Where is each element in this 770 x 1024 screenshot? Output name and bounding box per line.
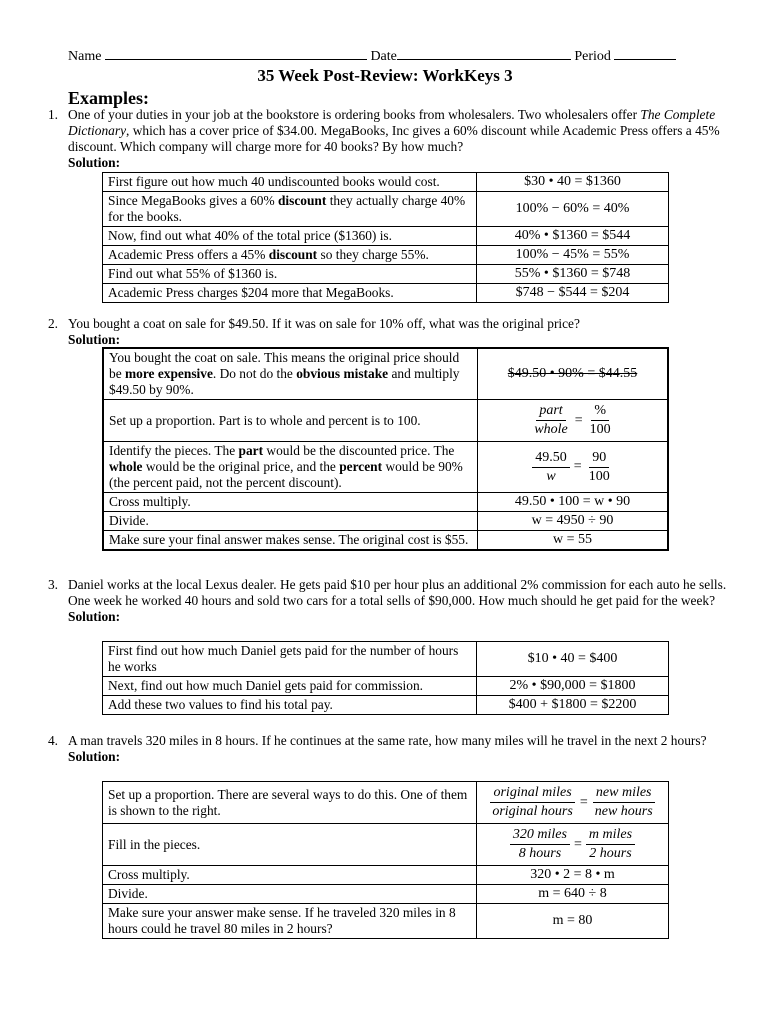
book-title: The Complete Dictionary (68, 107, 716, 138)
step-math: 320 • 2 = 8 • m (477, 866, 669, 885)
text-part: Identify the pieces. The (109, 443, 239, 458)
problem-text: Daniel works at the local Lexus dealer. He gets paid $10 per hour plus an additional 2% commission for each auto he sells. One week he worked 40 hours and sold two cars for a total sells of $90,000. How much should he get paid for the week? (68, 577, 727, 608)
step-math: 40% • $1360 = $544 (477, 227, 669, 246)
text-part: would be 90% (the percent paid, not the percent discount). (109, 459, 463, 490)
step-math: 100% − 45% = 55% (477, 246, 669, 265)
numerator: 90 (589, 449, 609, 468)
step-text (103, 192, 477, 227)
problem-text-part: One of your duties in your job at the bookstore is ordering books from wholesalers. Two wholesalers offer (68, 107, 641, 122)
solution-table-4 (102, 781, 669, 939)
step-text: Cross multiply. (103, 493, 478, 512)
step-math: 55% • $1360 = $748 (477, 265, 669, 284)
step-text: Now, find out what 40% of the total price ($1360) is. (103, 227, 477, 246)
step-math (478, 348, 669, 400)
bold-term: more expensive (125, 366, 213, 381)
step-text: Divide. (103, 512, 478, 531)
step-text: Find out what 55% of $1360 is. (103, 265, 477, 284)
fraction (531, 402, 570, 439)
table-row (103, 265, 669, 284)
fraction (587, 402, 614, 439)
page-title: 35 Week Post-Review: WorkKeys 3 (257, 66, 513, 85)
numerator: original miles (490, 784, 574, 803)
step-text: Make sure your answer make sense. If he traveled 320 miles in 8 hours could he travel 80 miles in 2 hours? (103, 904, 477, 939)
struck-out-math: $49.50 • 90% = $44.55 (507, 366, 638, 381)
fraction (586, 449, 613, 486)
denominator: w (546, 468, 556, 484)
denominator: 100 (588, 468, 610, 484)
numerator: % (591, 402, 609, 421)
step-math (478, 400, 669, 442)
text-part: would be the original price, and the (142, 459, 340, 474)
table-row (103, 442, 668, 493)
step-text: Next, find out how much Daniel gets paid for commission. (103, 677, 477, 696)
step-math: $400 + $1800 = $2200 (477, 696, 669, 715)
step-text (103, 442, 478, 493)
table-row (103, 173, 669, 192)
step-math: w = 4950 ÷ 90 (478, 512, 669, 531)
solution-table-1 (102, 172, 669, 303)
text-part: and multiply $49.50 by 90%. (109, 366, 460, 397)
equals-sign: = (573, 836, 582, 852)
fraction (489, 784, 576, 821)
step-text: Set up a proportion. Part is to whole and percent is to 100. (103, 400, 478, 442)
table-row (103, 400, 668, 442)
examples-heading: Examples: (68, 88, 149, 108)
step-math: m = 640 ÷ 8 (477, 885, 669, 904)
problem-4 (28, 733, 728, 765)
fraction (592, 784, 656, 821)
name-label: Name (68, 49, 102, 64)
step-math (478, 442, 669, 493)
equals-sign: = (574, 412, 583, 428)
step-math: w = 55 (478, 531, 669, 551)
date-blank[interactable] (397, 47, 571, 60)
text-part: You bought the coat on sale. This means the original price should be (109, 350, 460, 381)
table-row (103, 642, 669, 677)
step-text: Divide. (103, 885, 477, 904)
denominator: 100 (589, 422, 611, 437)
table-row (103, 531, 668, 551)
text-part: Since MegaBooks gives a 60% (108, 193, 278, 208)
problem-text: A man travels 320 miles in 8 hours. If he continues at the same rate, how many miles will he travel in the next 2 hours? (68, 733, 707, 748)
text-part: so they charge 55%. (317, 247, 429, 262)
step-math: m = 80 (477, 904, 669, 939)
step-math: 49.50 • 100 = w • 90 (478, 493, 669, 512)
text-part: they actually charge 40% for the books. (108, 193, 466, 224)
bold-term: whole (109, 459, 143, 474)
problem-2 (28, 316, 728, 348)
step-text: First find out how much Daniel gets paid for the number of hours he works (103, 642, 477, 677)
name-blank[interactable] (105, 47, 367, 60)
text-part: Academic Press offers a 45% (108, 247, 269, 262)
table-row (103, 192, 669, 227)
step-math: 2% • $90,000 = $1800 (477, 677, 669, 696)
problem-number: 4. (47, 733, 58, 748)
equals-sign: = (579, 794, 588, 810)
table-row (103, 348, 668, 400)
header-line (68, 47, 693, 65)
bold-term: discount (277, 193, 327, 208)
period-label: Period (574, 49, 611, 64)
bold-term: percent (339, 459, 383, 474)
table-row (103, 866, 669, 885)
fraction (532, 449, 570, 486)
table-row (103, 782, 669, 824)
table-row (103, 246, 669, 265)
denominator: new hours (594, 804, 653, 819)
problem-number: 1. (47, 107, 58, 122)
step-text: Academic Press charges $204 more that MegaBooks. (103, 284, 477, 303)
text-part: would be the discounted price. The (263, 443, 455, 458)
table-row (103, 885, 669, 904)
step-text: Make sure your final answer makes sense. The original cost is $55. (103, 531, 478, 551)
table-row (103, 227, 669, 246)
problem-1 (28, 107, 728, 171)
numerator: 320 miles (510, 826, 570, 845)
step-text: Set up a proportion. There are several ways to do this. One of them is shown to the right. (103, 782, 477, 824)
numerator: 49.50 (532, 449, 570, 468)
problem-text (68, 107, 728, 155)
step-math (477, 782, 669, 824)
numerator: new miles (593, 784, 655, 803)
solution-label: Solution: (68, 332, 121, 347)
step-text (103, 348, 478, 400)
table-row (103, 696, 669, 715)
solution-label: Solution: (68, 609, 121, 624)
numerator: m miles (586, 826, 635, 845)
denominator: whole (534, 422, 568, 437)
problem-text: You bought a coat on sale for $49.50. If it was on sale for 10% off, what was the original price? (68, 316, 580, 331)
step-math: $748 − $544 = $204 (477, 284, 669, 303)
fraction (586, 826, 635, 863)
problem-text-part: , which has a cover price of $34.00. MegaBooks, Inc gives a 60% discount while Academic Press offers a 45% discount. Which company will charge more for 40 books? By how much? (68, 123, 720, 154)
table-row (103, 512, 668, 531)
date-label: Date (370, 49, 397, 64)
problem-number: 2. (47, 316, 58, 331)
table-row (103, 284, 669, 303)
denominator: 2 hours (589, 846, 632, 861)
bold-term: discount (268, 247, 318, 262)
step-math: $10 • 40 = $400 (477, 642, 669, 677)
table-row (103, 677, 669, 696)
step-math: $30 • 40 = $1360 (477, 173, 669, 192)
bold-term: obvious mistake (296, 366, 389, 381)
equals-sign: = (573, 459, 582, 474)
text-part: . Do not do the (212, 366, 297, 381)
table-row (103, 904, 669, 939)
problem-number: 3. (47, 577, 58, 592)
bold-term: part (238, 443, 264, 458)
step-math (477, 824, 669, 866)
denominator: original hours (492, 804, 573, 819)
step-text: First figure out how much 40 undiscounted books would cost. (103, 173, 477, 192)
solution-table-2 (102, 347, 669, 551)
step-text (103, 246, 477, 265)
step-math: 100% − 60% = 40% (477, 192, 669, 227)
fraction (510, 826, 570, 863)
step-text: Add these two values to find his total pay. (103, 696, 477, 715)
step-text: Cross multiply. (103, 866, 477, 885)
solution-label: Solution: (68, 749, 121, 764)
problem-3 (28, 577, 728, 625)
numerator: part (536, 402, 565, 421)
step-text: Fill in the pieces. (103, 824, 477, 866)
solution-label: Solution: (68, 155, 121, 170)
table-row (103, 493, 668, 512)
table-row (103, 824, 669, 866)
period-blank[interactable] (614, 47, 676, 60)
solution-table-3 (102, 641, 669, 715)
denominator: 8 hours (518, 846, 562, 861)
